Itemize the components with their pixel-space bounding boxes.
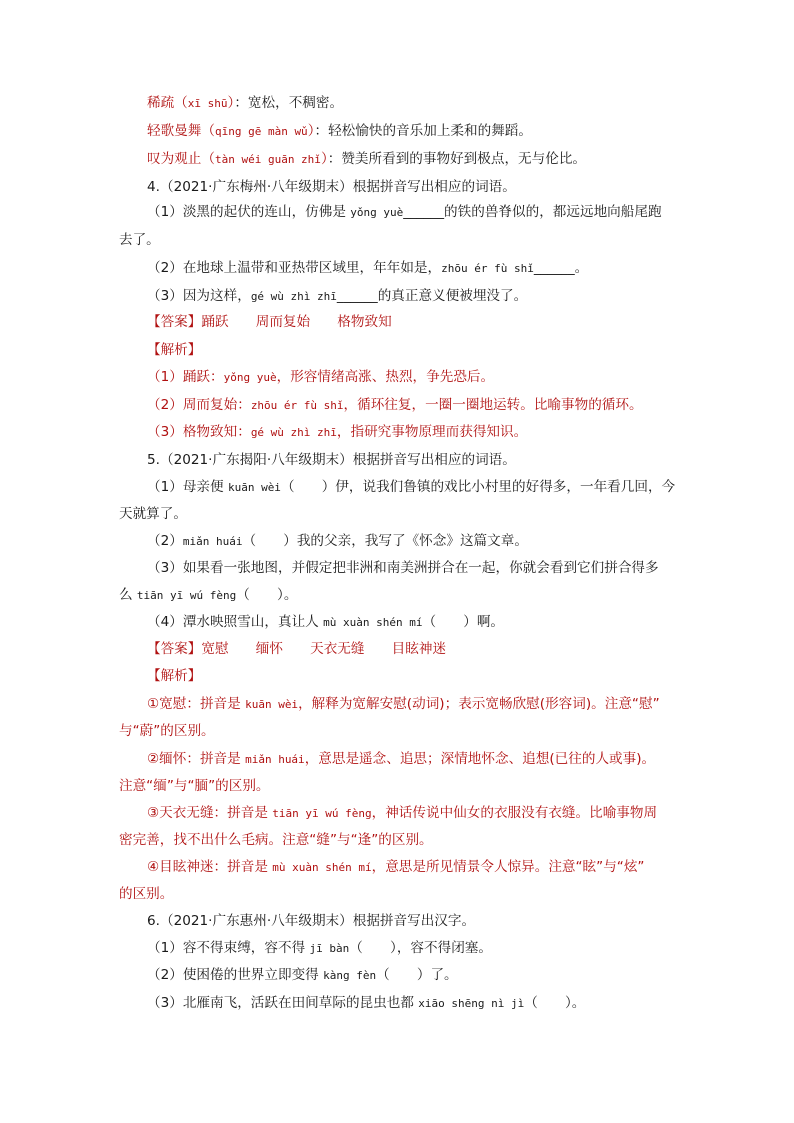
pinyin-text: kuān wèi — [227, 481, 281, 494]
text-span: 叹为观止（ — [147, 151, 215, 167]
text-line — [147, 451, 516, 469]
text-span: （1）容不得束缚，容不得 — [147, 940, 310, 956]
text-line — [147, 613, 504, 632]
text-span: ，循环往复，一圈一圈地运转。比喻事物的循环。 — [343, 397, 643, 413]
text-span: 密完善，找不出什么毛病。注意“缝”与“逢”的区别。 — [119, 832, 433, 848]
text-span: ②缅怀：拼音是 — [147, 751, 246, 767]
text-line — [147, 912, 475, 930]
text-line — [119, 885, 173, 903]
text-span: （ ）啊。 — [422, 614, 505, 630]
text-line — [119, 831, 433, 849]
text-span: ，意思是所见情景令人惊异。注意“眩”与“炫” — [371, 859, 645, 875]
text-span: ，解释为宽解安慰(动词)；表示宽畅欣慰(形容词)。注意“慰” — [298, 696, 660, 712]
text-span: 轻歌曼舞（ — [147, 123, 215, 139]
text-line — [147, 858, 644, 877]
text-line — [147, 259, 588, 278]
text-line — [147, 966, 458, 985]
text-span: （1）踊跃： — [147, 369, 224, 385]
text-span: 5.（2021·广东揭阳·八年级期末）根据拼音写出相应的词语。 — [147, 452, 516, 468]
text-line — [147, 695, 660, 714]
pinyin-text: xī shū — [187, 97, 228, 110]
text-span: （3）北雁南飞，活跃在田间草际的昆虫也都 — [147, 995, 419, 1011]
text-span: ，神话传说中仙女的衣服没有衣缝。比喻事物周 — [371, 805, 658, 821]
text-line — [147, 423, 527, 442]
text-line — [147, 313, 392, 331]
text-span: ______的铁的兽脊似的，都远远地向船尾跑 — [403, 204, 662, 220]
text-span: ，形容情绪高涨、热烈，争先恐后。 — [276, 369, 495, 385]
text-line — [147, 559, 659, 577]
text-span: ③天衣无缝：拼音是 — [147, 805, 273, 821]
text-line — [147, 532, 528, 551]
text-span: 6.（2021·广东惠州·八年级期末）根据拼音写出汉字。 — [147, 913, 476, 929]
text-line — [119, 505, 187, 523]
text-line — [147, 939, 492, 958]
text-span: （3）如果看一张地图，并假定把非洲和南美洲拼合在一起，你就会看到它们拼合得多 — [147, 560, 659, 576]
text-span: （3）因为这样， — [147, 288, 251, 304]
text-line — [119, 231, 160, 249]
text-line — [147, 94, 343, 113]
text-line — [147, 396, 643, 415]
text-line — [147, 341, 201, 359]
text-line — [147, 368, 494, 387]
text-span: 的区别。 — [119, 886, 174, 902]
text-span: （ ）伊，说我们鲁镇的戏比小村里的好得多，一年看几回，今 — [280, 479, 676, 495]
text-span: ：宽松，不稠密。 — [234, 95, 344, 111]
text-span: ，意思是遥念、追思；深情地怀念、追想(已往的人或事)。 — [304, 751, 656, 767]
text-span: 注意“缅”与“腼”的区别。 — [119, 778, 270, 794]
text-span: 【解析】 — [147, 342, 202, 358]
text-span: ：赞美所看到的事物好到极点，无与伦比。 — [327, 151, 587, 167]
text-span: （2） — [147, 533, 183, 549]
pinyin-text: tàn wéi guān zhǐ — [214, 153, 321, 166]
text-span: （ ），容不得闭塞。 — [349, 940, 492, 956]
pinyin-text: miǎn huái — [182, 535, 243, 548]
pinyin-text: tiān yī wú fèng — [136, 589, 237, 602]
text-span: ：轻松愉快的音乐加上柔和的舞蹈。 — [314, 123, 532, 139]
text-line — [147, 640, 446, 658]
text-line — [119, 586, 297, 605]
text-span: （ ）。 — [524, 995, 586, 1011]
text-span: 天就算了。 — [119, 506, 187, 522]
text-span: （ ）了。 — [376, 967, 458, 983]
text-span: （ ）我的父亲，我写了《怀念》这篇文章。 — [242, 533, 528, 549]
text-span: 稀疏（ — [147, 95, 188, 111]
text-line — [119, 722, 215, 740]
text-span: ④目眩神迷：拼音是 — [147, 859, 273, 875]
text-span: 【答案】宽慰 缅怀 天衣无缝 目眩神迷 — [147, 641, 447, 657]
text-line — [147, 150, 586, 169]
text-span: ①宽慰：拼音是 — [147, 696, 246, 712]
pinyin-text: xiāo shēng nì jì — [418, 997, 525, 1010]
text-line — [147, 750, 655, 769]
text-span: ，指研究事物原理而获得知识。 — [336, 424, 528, 440]
text-span: （2）使困倦的世界立即变得 — [147, 967, 324, 983]
text-span: ______。 — [533, 260, 589, 276]
text-span: 4.（2021·广东梅州·八年级期末）根据拼音写出相应的词语。 — [147, 179, 516, 195]
pinyin-text: qīng gē màn wǔ — [214, 125, 308, 138]
text-line — [147, 478, 675, 497]
text-span: （4）潭水映照雪山，真让人 — [147, 614, 324, 630]
pinyin-text: kàng fèn — [323, 969, 377, 982]
pinyin-text: mù xuàn shén mí — [272, 861, 372, 874]
text-span: ） — [307, 123, 315, 139]
text-span: （2）在地球上温带和亚热带区域里，年年如是， — [147, 260, 442, 276]
text-span: 去了。 — [119, 232, 160, 248]
pinyin-text: gé wù zhì zhī — [250, 290, 337, 303]
text-line — [147, 122, 532, 141]
text-span: 与“蔚”的区别。 — [119, 723, 215, 739]
text-span: （1）淡黑的起伏的连山，仿佛是 — [147, 204, 351, 220]
pinyin-text: kuān wèi — [245, 698, 299, 711]
text-span: ______的真正意义便被埋没了。 — [336, 288, 528, 304]
text-span: （1）母亲便 — [147, 479, 228, 495]
pinyin-text: zhōu ér fù shǐ — [441, 262, 534, 275]
text-line — [147, 667, 201, 685]
pinyin-text: miǎn huái — [245, 753, 305, 766]
text-line — [147, 994, 585, 1013]
pinyin-text: jī bàn — [309, 942, 350, 955]
text-line — [147, 804, 657, 823]
pinyin-text: yǒng yuè — [223, 371, 277, 384]
text-span: （3）格物致知： — [147, 424, 251, 440]
pinyin-text: gé wù zhì zhī — [250, 426, 337, 439]
text-line — [119, 777, 270, 795]
pinyin-text: mù xuàn shén mí — [323, 616, 423, 629]
text-span: ） — [320, 151, 328, 167]
text-line — [147, 287, 527, 306]
pinyin-text: tiān yī wú fèng — [272, 807, 372, 820]
text-span: ） — [227, 95, 235, 111]
text-span: （2）周而复始： — [147, 397, 251, 413]
pinyin-text: yǒng yuè — [350, 206, 404, 219]
text-line — [147, 203, 662, 222]
text-span: 么 — [119, 587, 137, 603]
text-span: 【答案】踊跃 周而复始 格物致知 — [147, 314, 392, 330]
text-span: 【解析】 — [147, 668, 202, 684]
text-span: （ ）。 — [236, 587, 298, 603]
text-line — [147, 178, 516, 196]
pinyin-text: zhōu ér fù shǐ — [250, 399, 344, 412]
